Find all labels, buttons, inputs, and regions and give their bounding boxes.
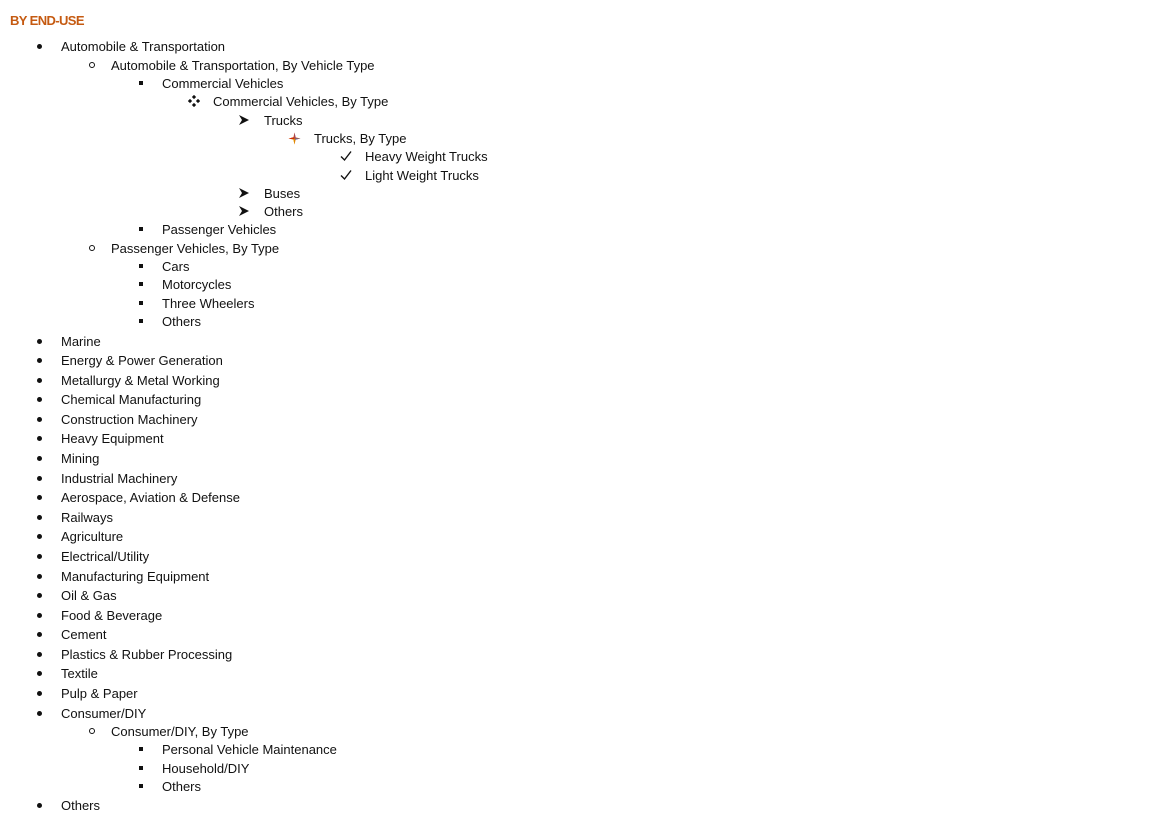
list-item-label: Personal Vehicle Maintenance — [162, 742, 337, 757]
list-item-label: Automobile & Transportation, By Vehicle Type — [111, 58, 375, 73]
disc-bullet-icon — [34, 797, 48, 814]
list-item-label: Energy & Power Generation — [61, 353, 223, 368]
list-item-label: Others — [264, 204, 304, 219]
list-item-label: Passenger Vehicles — [162, 222, 277, 237]
list-item-label: Consumer/DIY, By Type — [111, 724, 249, 739]
disc-bullet-icon — [34, 705, 48, 722]
list-item-label: Heavy Weight Trucks — [365, 149, 488, 164]
list-item-label: Construction Machinery — [61, 412, 198, 427]
square-bullet-icon — [137, 75, 151, 92]
list-item-label: Others — [61, 798, 101, 813]
list-item-label: Mining — [61, 451, 100, 466]
list-item-label: Food & Beverage — [61, 608, 163, 623]
list-item-label: Oil & Gas — [61, 588, 117, 603]
list-item-label: Commercial Vehicles, By Type — [213, 94, 389, 109]
disc-bullet-icon — [34, 509, 48, 526]
disc-bullet-icon — [34, 587, 48, 604]
list-item-label: Commercial Vehicles — [162, 76, 284, 91]
list-item-label: Household/DIY — [162, 761, 250, 776]
disc-bullet-icon — [34, 489, 48, 506]
square-bullet-icon — [137, 760, 151, 777]
list-item-label: Marine — [61, 334, 101, 349]
list-item-label: Trucks, By Type — [314, 131, 407, 146]
list-item-label: Electrical/Utility — [61, 549, 150, 564]
disc-bullet-icon — [34, 391, 48, 408]
disc-bullet-icon — [34, 528, 48, 545]
list-item-label: Others — [162, 314, 202, 329]
list-item-label: Automobile & Transportation — [61, 39, 226, 54]
list-item-label: Others — [162, 779, 202, 794]
list-item-label: Metallurgy & Metal Working — [61, 373, 220, 388]
list-item-label: Light Weight Trucks — [365, 168, 479, 183]
checkmark-bullet-icon — [340, 167, 354, 184]
square-bullet-icon — [137, 295, 151, 312]
arrowhead-bullet-icon — [238, 203, 252, 220]
circle-bullet-icon — [87, 240, 101, 257]
disc-bullet-icon — [34, 333, 48, 350]
diamond-four-bullet-icon — [188, 93, 202, 110]
circle-bullet-icon — [87, 723, 101, 740]
disc-bullet-icon — [34, 352, 48, 369]
list-item-label: Heavy Equipment — [61, 431, 164, 446]
list-item-label: Railways — [61, 510, 114, 525]
list-item-label: Manufacturing Equipment — [61, 569, 210, 584]
colored-star-bullet-icon — [288, 130, 302, 147]
disc-bullet-icon — [34, 372, 48, 389]
square-bullet-icon — [137, 221, 151, 238]
disc-bullet-icon — [34, 450, 48, 467]
square-bullet-icon — [137, 276, 151, 293]
disc-bullet-icon — [34, 665, 48, 682]
disc-bullet-icon — [34, 470, 48, 487]
list-item-label: Cars — [162, 259, 190, 274]
disc-bullet-icon — [34, 626, 48, 643]
list-item-label: Motorcycles — [162, 277, 232, 292]
disc-bullet-icon — [34, 685, 48, 702]
list-item-label: Aerospace, Aviation & Defense — [61, 490, 240, 505]
circle-bullet-icon — [87, 57, 101, 74]
disc-bullet-icon — [34, 548, 48, 565]
list-item-label: Agriculture — [61, 529, 124, 544]
square-bullet-icon — [137, 258, 151, 275]
disc-bullet-icon — [34, 430, 48, 447]
arrowhead-bullet-icon — [238, 185, 252, 202]
disc-bullet-icon — [34, 568, 48, 585]
list-item-label: Pulp & Paper — [61, 686, 138, 701]
disc-bullet-icon — [34, 607, 48, 624]
checkmark-bullet-icon — [340, 148, 354, 165]
list-item-label: Industrial Machinery — [61, 471, 178, 486]
disc-bullet-icon — [34, 646, 48, 663]
list-item-label: Buses — [264, 186, 301, 201]
list-item-label: Textile — [61, 666, 98, 681]
disc-bullet-icon — [34, 38, 48, 55]
disc-bullet-icon — [34, 411, 48, 428]
list-item-label: Trucks — [264, 113, 303, 128]
square-bullet-icon — [137, 741, 151, 758]
list-item-label: Consumer/DIY — [61, 706, 147, 721]
arrowhead-bullet-icon — [238, 112, 252, 129]
square-bullet-icon — [137, 778, 151, 795]
list-item-label: Passenger Vehicles, By Type — [111, 241, 280, 256]
section-heading: BY END-USE — [10, 13, 84, 28]
list-item-label: Chemical Manufacturing — [61, 392, 202, 407]
list-item-label: Plastics & Rubber Processing — [61, 647, 233, 662]
list-item-label: Three Wheelers — [162, 296, 255, 311]
square-bullet-icon — [137, 313, 151, 330]
list-item-label: Cement — [61, 627, 107, 642]
